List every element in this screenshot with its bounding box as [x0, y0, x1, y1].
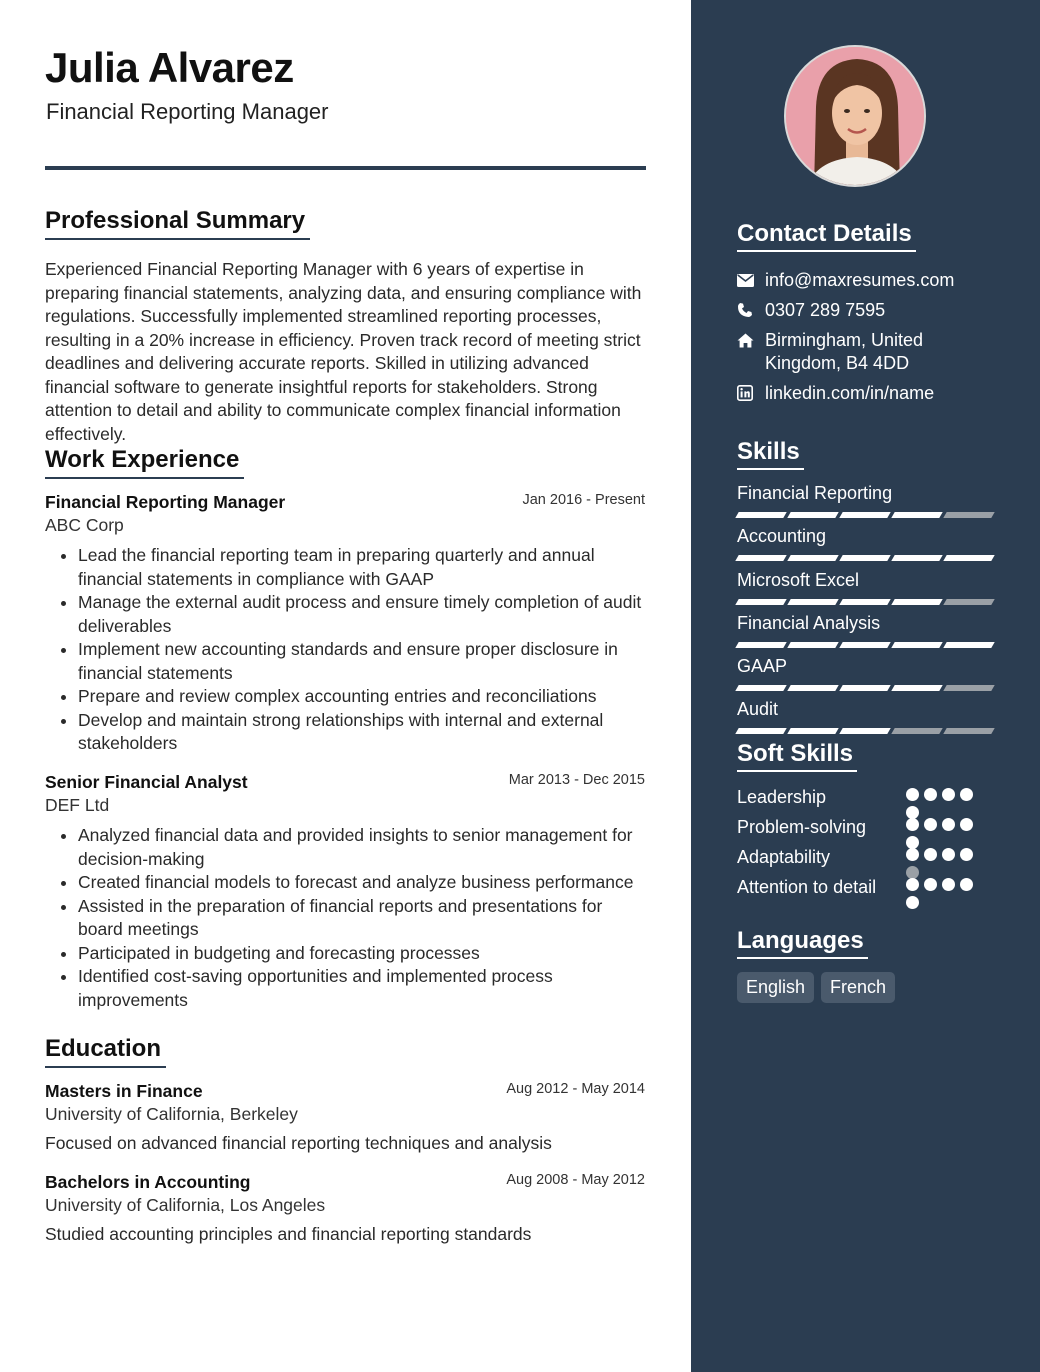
education-heading: Education	[45, 1035, 166, 1068]
soft-skill-dots	[906, 878, 986, 909]
contact-heading: Contact Details	[737, 220, 916, 252]
contact-phone[interactable]	[737, 299, 1007, 322]
skill-label: Audit	[737, 699, 779, 719]
contact-address	[737, 329, 1007, 375]
language-chip: French	[821, 972, 895, 1003]
bullet-item: • Manage the external audit process and ensure timely completion of audit deliverables	[78, 591, 645, 638]
skill-bar-filled	[891, 555, 942, 561]
skill-bar-filled	[839, 555, 890, 561]
job-title: Senior Financial Analyst	[45, 772, 248, 792]
education-dates: Aug 2012 - May 2014	[506, 1081, 645, 1097]
skill-item	[737, 483, 993, 518]
bullet-item: • Analyzed financial data and provided insights to senior management for decision-making	[78, 824, 645, 871]
linkedin-icon	[737, 382, 765, 404]
rating-dot-filled	[942, 848, 955, 861]
job-entry	[45, 492, 645, 756]
skill-level-bars	[737, 599, 993, 605]
skill-level-bars	[737, 555, 993, 561]
email-text[interactable]: info@maxresumes.com	[765, 270, 955, 290]
rating-dot-filled	[924, 788, 937, 801]
skill-bar-filled	[839, 685, 890, 691]
rating-dot-filled	[942, 818, 955, 831]
skill-bar-filled	[735, 685, 786, 691]
skill-label: Financial Reporting	[737, 483, 893, 503]
education-description: Studied accounting principles and financial reporting standards	[45, 1224, 532, 1244]
job-dates: Jan 2016 - Present	[522, 492, 645, 508]
skill-bar-filled	[787, 599, 838, 605]
soft-skill-label: Adaptability	[737, 847, 831, 867]
skill-bar-filled	[735, 512, 786, 518]
summary-text: Experienced Financial Reporting Manager with 6 years of expertise in preparing financial statements, analyzing data, and ensuring compliance with regulations. Successfully implemented streamlined reporting processes, resulting in a 20% increase in efficiency. Proven track record of meeting strict deadlines and delivering accurate reports. Skilled in utilizing advanced financial software to generate insightful reports for stakeholders. Strong attention to detail and ability to communicate complex financial information effectively.	[45, 259, 642, 444]
experience-heading: Work Experience	[45, 446, 244, 479]
job-title: Financial Reporting Manager	[45, 492, 286, 512]
rating-dot-filled	[960, 848, 973, 861]
bullet-item: • Created financial models to forecast and analyze business performance	[78, 871, 645, 895]
rating-dot-filled	[906, 896, 919, 909]
skill-bar-empty	[943, 512, 994, 518]
soft-skill-label: Leadership	[737, 787, 827, 807]
job-bullets	[45, 824, 645, 1012]
soft-skill-label: Problem-solving	[737, 817, 867, 837]
soft-skill-dots	[906, 818, 986, 849]
address-line-1: Birmingham, United	[765, 330, 924, 350]
skill-level-bars	[737, 728, 993, 734]
skill-bar-filled	[735, 728, 786, 734]
skill-bar-filled	[787, 512, 838, 518]
education-entry	[45, 1081, 645, 1154]
rating-dot-filled	[942, 878, 955, 891]
job-bullets	[45, 544, 645, 756]
skill-bar-filled	[787, 728, 838, 734]
skill-bar-filled	[943, 555, 994, 561]
envelope-icon	[737, 269, 765, 291]
job-company: ABC Corp	[45, 515, 124, 535]
phone-text[interactable]: 0307 289 7595	[765, 300, 886, 320]
soft-skill-label: Attention to detail	[737, 877, 877, 897]
skill-label: Financial Analysis	[737, 613, 881, 633]
skill-bar-filled	[839, 728, 890, 734]
skill-bar-filled	[839, 642, 890, 648]
skill-item	[737, 699, 993, 734]
contact-linkedin[interactable]	[737, 382, 1007, 405]
skills-heading: Skills	[737, 438, 804, 470]
skill-bar-empty	[943, 728, 994, 734]
skill-bar-empty	[891, 728, 942, 734]
degree-title: Bachelors in Accounting	[45, 1172, 251, 1192]
skill-bar-filled	[891, 512, 942, 518]
skill-bar-filled	[735, 642, 786, 648]
soft-skill-item	[737, 876, 1007, 899]
skill-label: Microsoft Excel	[737, 570, 860, 590]
soft-skill-dots	[906, 788, 986, 819]
education-entry	[45, 1172, 645, 1245]
profile-photo	[784, 45, 926, 187]
skill-bar-empty	[943, 599, 994, 605]
portrait-illustration	[786, 47, 926, 187]
skill-item	[737, 656, 993, 691]
school-name: University of California, Los Angeles	[45, 1195, 326, 1215]
rating-dot-filled	[924, 818, 937, 831]
rating-dot-filled	[960, 788, 973, 801]
bullet-item: • Lead the financial reporting team in preparing quarterly and annual financial statements in compliance with GAAP	[78, 544, 645, 591]
candidate-name: Julia Alvarez	[45, 44, 294, 91]
skill-bar-filled	[839, 599, 890, 605]
rating-dot-filled	[924, 878, 937, 891]
sidebar	[691, 0, 1040, 1372]
skill-level-bars	[737, 512, 993, 518]
soft-skills-heading: Soft Skills	[737, 740, 857, 772]
language-chip: English	[737, 972, 814, 1003]
soft-skill-item	[737, 786, 1007, 809]
school-name: University of California, Berkeley	[45, 1104, 298, 1124]
job-company: DEF Ltd	[45, 795, 110, 815]
skill-bar-filled	[943, 642, 994, 648]
rating-dot-filled	[942, 788, 955, 801]
phone-icon	[737, 299, 765, 321]
bullet-item: • Assisted in the preparation of financial reports and presentations for board meetings	[78, 895, 645, 942]
bullet-item: • Implement new accounting standards and ensure proper disclosure in financial statements	[78, 638, 645, 685]
skill-bar-filled	[787, 685, 838, 691]
education-dates: Aug 2008 - May 2012	[506, 1172, 645, 1188]
skill-bar-filled	[787, 555, 838, 561]
job-entry	[45, 772, 645, 1012]
skill-bar-filled	[891, 642, 942, 648]
skill-item	[737, 570, 993, 605]
skill-item	[737, 526, 993, 561]
rating-dot-filled	[960, 818, 973, 831]
skill-bar-filled	[735, 599, 786, 605]
skill-level-bars	[737, 642, 993, 648]
bullet-item: • Develop and maintain strong relationships with internal and external stakeholders	[78, 709, 645, 756]
skill-bar-empty	[943, 685, 994, 691]
contact-email[interactable]	[737, 269, 1007, 292]
skill-bar-filled	[891, 685, 942, 691]
rating-dot-filled	[906, 848, 919, 861]
soft-skill-item	[737, 846, 1007, 869]
address-line-2: Kingdom, B4 4DD	[765, 353, 910, 373]
bullet-item: • Prepare and review complex accounting entries and reconciliations	[78, 685, 645, 709]
candidate-role: Financial Reporting Manager	[46, 99, 329, 124]
address-text	[765, 329, 923, 375]
bullet-item: • Participated in budgeting and forecasting processes	[78, 942, 645, 966]
rating-dot-filled	[906, 818, 919, 831]
rating-dot-filled	[924, 848, 937, 861]
degree-title: Masters in Finance	[45, 1081, 203, 1101]
summary-heading: Professional Summary	[45, 207, 310, 240]
home-icon	[737, 329, 765, 351]
skill-bar-filled	[839, 512, 890, 518]
header-divider	[45, 166, 646, 170]
job-dates: Mar 2013 - Dec 2015	[508, 772, 645, 788]
education-description: Focused on advanced financial reporting techniques and analysis	[45, 1133, 552, 1153]
rating-dot-filled	[960, 878, 973, 891]
skill-bar-filled	[891, 599, 942, 605]
language-list	[737, 972, 895, 1003]
skill-label: GAAP	[737, 656, 788, 676]
skill-bar-filled	[735, 555, 786, 561]
soft-skill-item	[737, 816, 1007, 839]
skill-bar-filled	[787, 642, 838, 648]
soft-skill-dots	[906, 848, 986, 879]
rating-dot-filled	[906, 878, 919, 891]
skill-level-bars	[737, 685, 993, 691]
linkedin-text[interactable]: linkedin.com/in/name	[765, 383, 935, 403]
languages-heading: Languages	[737, 927, 868, 959]
skill-label: Accounting	[737, 526, 827, 546]
bullet-item: • Identified cost-saving opportunities and implemented process improvements	[78, 965, 645, 1012]
rating-dot-filled	[906, 788, 919, 801]
skill-item	[737, 613, 993, 648]
